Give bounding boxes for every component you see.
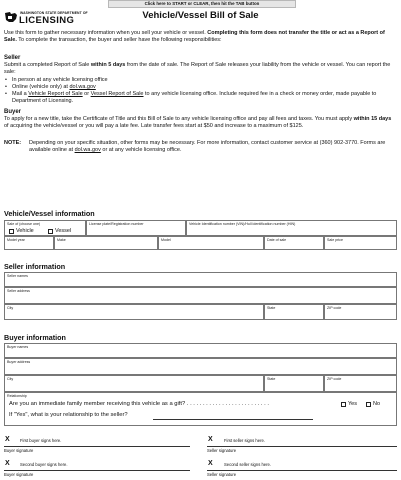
seller1-x-mark: X [208, 436, 213, 443]
seller2-signature-line[interactable] [207, 470, 397, 471]
seller-bullet-online: • Online (vehicle only) at dol.wa.gov [5, 84, 96, 90]
seller-heading: Seller [4, 55, 21, 61]
make-field[interactable]: Make [54, 236, 158, 250]
seller-state-field[interactable]: State [264, 304, 324, 320]
seller-info-heading: Seller information [4, 262, 66, 271]
buyer1-signature-line[interactable] [4, 446, 190, 447]
yes-checkbox[interactable] [341, 402, 346, 407]
buyer-address-field[interactable]: Buyer address [4, 358, 397, 375]
seller2-x-mark: X [208, 460, 213, 467]
dol-link[interactable]: dol.wa.gov [69, 84, 96, 90]
seller1-signature-line[interactable] [207, 446, 397, 447]
license-plate-field[interactable]: License plate/Registration number [86, 220, 186, 236]
dol-link-note[interactable]: dol.wa.gov [74, 147, 101, 154]
seller-city-field[interactable]: City [4, 304, 264, 320]
model-field[interactable]: Model [158, 236, 264, 250]
seller-zip-field[interactable]: ZIP code [324, 304, 397, 320]
note-paragraph: NOTE: Depending on your specific situation, other forms may be necessary. For more information, contact customer service at (360) 902-3770. Forms are available online at dol.wa.gov or at any vehicle licensing office. [4, 140, 386, 154]
vehicle-checkbox[interactable] [9, 229, 14, 234]
buyer-names-field[interactable]: Buyer names [4, 343, 397, 358]
seller-paragraph: Submit a completed Report of Sale within 5 days from the date of sale. The Report of Sale releases your liability from the vehicle or vessel. You can report the sale: [4, 62, 391, 76]
relationship-followup: If "Yes", what is your relationship to the seller? [9, 412, 128, 418]
model-year-field[interactable]: Model year [4, 236, 54, 250]
no-checkbox[interactable] [366, 402, 371, 407]
vin-field[interactable]: Vehicle Identification number (VIN)/Hull identification number (HIN) [186, 220, 397, 236]
seller-address-field[interactable]: Seller address [4, 287, 397, 304]
buyer-zip-field[interactable]: ZIP code [324, 375, 397, 392]
vehicle-info-heading: Vehicle/Vessel information [4, 209, 95, 218]
vehicle-report-of-sale-link[interactable]: Vehicle Report of Sale [28, 91, 83, 97]
start-clear-button[interactable]: Click here to START or CLEAR, then hit the TAB button [108, 0, 296, 8]
relationship-input[interactable] [153, 419, 313, 420]
seller-bullet-in-person: • In person at any vehicle licensing office [5, 77, 108, 83]
date-of-sale-field[interactable]: Date of sale [264, 236, 324, 250]
logo-wordmark: LICENSING [19, 15, 75, 26]
intro-paragraph: Use this form to gather necessary information when you sell your vehicle or vessel. Completing this form does not transfer the title or act as a Report of Sale. To complete the transaction, the buyer and seller have the following responsibilities: [4, 30, 385, 44]
vessel-checkbox[interactable] [48, 229, 53, 234]
vessel-report-of-sale-link[interactable]: Vessel Report of Sale [90, 91, 144, 97]
note-label: NOTE: [4, 140, 22, 146]
page-title: Vehicle/Vessel Bill of Sale [142, 10, 259, 21]
buyer-info-heading: Buyer information [4, 333, 66, 342]
buyer-paragraph: To apply for a new title, take the Certificate of Title and this Bill of Sale to any vehicle licensing office and pay all fees and taxes. You must apply within 15 days of acquiring the vehicle/vessel or you will pay a late fee. Late transfer fees start at $50 and increase to a maximum of $125. [4, 116, 392, 130]
seller-names-field[interactable]: Seller names [4, 272, 397, 287]
sale-of-field: Sale of (choose one) Vehicle Vessel [4, 220, 86, 236]
buyer1-x-mark: X [5, 436, 10, 443]
buyer2-signature-line[interactable] [4, 470, 190, 471]
buyer2-x-mark: X [5, 460, 10, 467]
buyer-heading: Buyer [4, 109, 22, 115]
gift-question: Are you an immediate family member receiving this vehicle as a gift? . . . . . . . . . . . . . . . . . . . . . . . . . . [9, 401, 269, 407]
buyer-state-field[interactable]: State [264, 375, 324, 392]
relationship-field: Relationship Are you an immediate family member receiving this vehicle as a gift? . . . . . . . . . . . . . . . . . . . . . . . . . . Yes No If "Yes", what is your relationship to the seller? [4, 392, 397, 426]
buyer-city-field[interactable]: City [4, 375, 264, 392]
sale-price-field[interactable]: Sale price [324, 236, 397, 250]
seller-bullet-mail: • Mail a Vehicle Report of Sale or Vessel Report of Sale to any vehicle licensing office. Include required fee in a check or money order, made payable to Department of Licensing. [5, 91, 377, 105]
logo-agency-line: WASHINGTON STATE DEPARTMENT OF [20, 11, 88, 15]
